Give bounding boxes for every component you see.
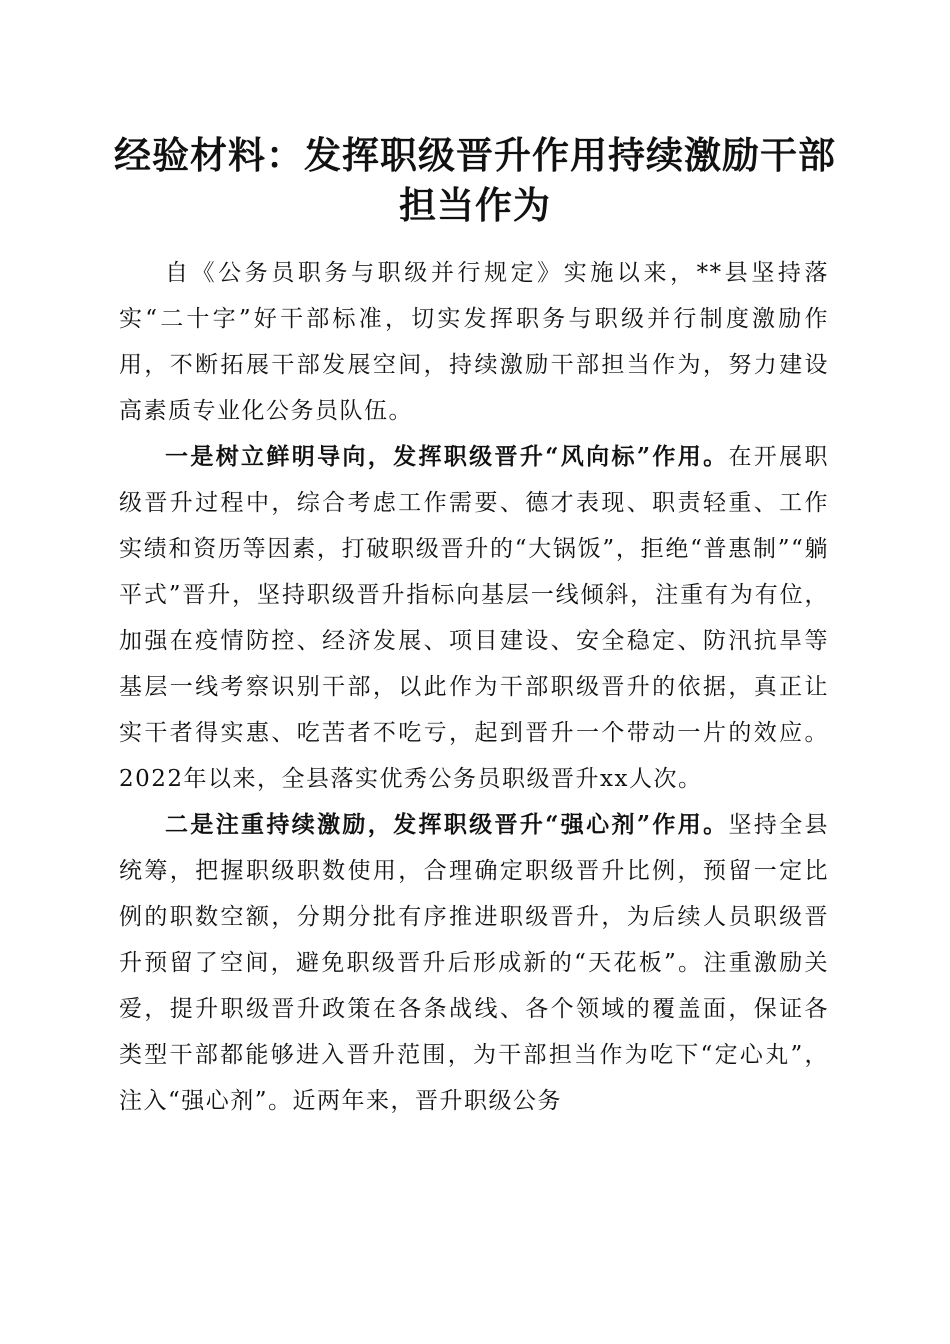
paragraph-point-two-text: 坚持全县统筹，把握职级职数使用，合理确定职级晋升比例，预留一定比例的职数空额，分期分批有序推进职级晋升，为后续人员职级晋升预留了空间，避免职级晋升后形成新的“天花板”。注重激励关爱，提升职级晋升政策在各条战线、各个领域的覆盖面，保证各类型干部都能够进入晋升范围，为干部担当作为吃下“定心丸”，注入“强心剂”。近两年来，晋升职级公务 [119, 812, 829, 1114]
paragraph-point-one-text: 在开展职级晋升过程中，综合考虑工作需要、德才表现、职责轻重、工作实绩和资历等因素，打破职级晋升的“大锅饭”，拒绝“普惠制”“躺平式”晋升，坚持职级晋升指标向基层一线倾斜，注重有为有位，加强在疫情防控、经济发展、项目建设、安全稳定、防汛抗旱等基层一线考察识别干部，以此作为干部职级晋升的依据，真正让实干者得实惠、吃苦者不吃亏，起到晋升一个带动一片的效应。2022年以来，全县落实优秀公务员职级晋升xx人次。 [119, 444, 829, 792]
paragraph-point-two [119, 802, 829, 1124]
document-body [119, 250, 829, 1124]
paragraph-point-one [119, 434, 829, 802]
paragraph-point-two-lead: 二是注重持续激励，发挥职级晋升“强心剂”作用。 [165, 811, 729, 838]
paragraph-intro-text: 自《公务员职务与职级并行规定》实施以来，**县坚持落实“二十字”好干部标准，切实发挥职务与职级并行制度激励作用，不断拓展干部发展空间，持续激励干部担当作为，努力建设高素质专业化公务员队伍。 [119, 260, 829, 424]
paragraph-intro [119, 250, 829, 434]
document-title: 经验材料：发挥职级晋升作用持续激励干部担当作为 [114, 133, 836, 227]
paragraph-point-one-lead: 一是树立鲜明导向，发挥职级晋升“风向标”作用。 [165, 443, 729, 470]
